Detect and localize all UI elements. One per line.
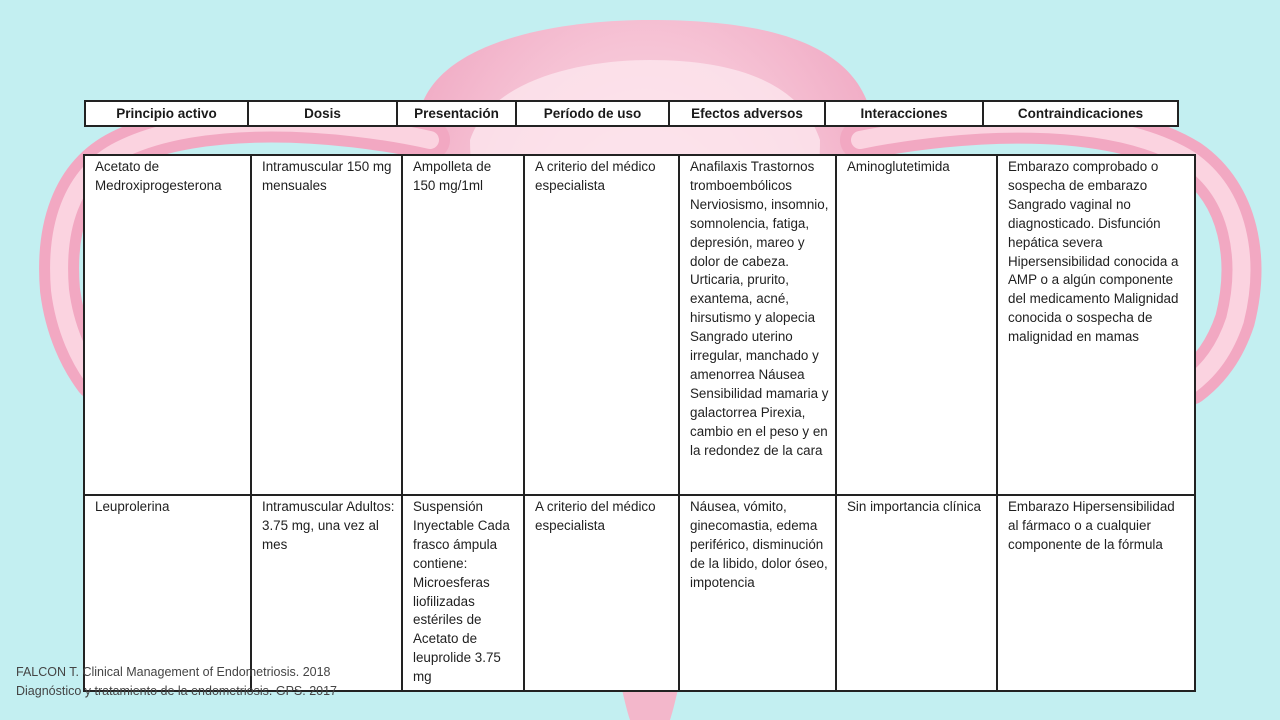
- drug-table: [83, 154, 1196, 692]
- cell-interacciones: Sin importancia clínica: [837, 496, 998, 690]
- cell-dosis: Intramuscular Adultos: 3.75 mg, una vez al mes: [252, 496, 403, 690]
- header-presentacion: Presentación: [398, 102, 517, 125]
- header-efectos-adversos: Efectos adversos: [670, 102, 826, 125]
- table-header: [84, 100, 1179, 127]
- cell-interacciones: Aminoglutetimida: [837, 156, 998, 494]
- cell-efectos-adversos: Anafilaxis Trastornos tromboembólicos Nerviosismo, insomnio, somnolencia, fatiga, depresión, mareo y dolor de cabeza. Urticaria, prurito, exantema, acné, hirsutismo y alopecia Sangrado uterino irregular, manchado y amenorrea Náusea Sensibilidad mamaria y galactorrea Pirexia, cambio en el peso y en la redondez de la cara: [680, 156, 837, 494]
- header-principio-activo: Principio activo: [86, 102, 249, 125]
- cell-efectos-adversos: Náusea, vómito, ginecomastia, edema periférico, disminución de la libido, dolor óseo, impotencia: [680, 496, 837, 690]
- cell-presentacion: Suspensión Inyectable Cada frasco ámpula contiene: Microesferas liofilizadas estériles de Acetato de leuprolide 3.75 mg: [403, 496, 525, 690]
- cell-contraindicaciones: Embarazo Hipersensibilidad al fármaco o a cualquier componente de la fórmula: [1008, 499, 1175, 552]
- header-interacciones: Interacciones: [826, 102, 984, 125]
- table-row: [85, 496, 1194, 690]
- references-footer: [16, 663, 337, 701]
- cell-periodo-de-uso: A criterio del médico especialista: [525, 156, 680, 494]
- cell-presentacion: Ampolleta de 150 mg/1ml: [403, 156, 525, 494]
- cell-principio-activo: Leuprolerina: [85, 496, 252, 690]
- reference-line: Diagnóstico y tratamiento de la endometriosis. GPS. 2017: [16, 684, 338, 698]
- cell-dosis: Intramuscular 150 mg mensuales: [252, 156, 403, 494]
- header-contraindicaciones: Contraindicaciones: [1017, 106, 1144, 121]
- reference-line: FALCON T. Clinical Management of Endometriosis. 2018: [16, 665, 331, 679]
- cell-periodo-de-uso: A criterio del médico especialista: [525, 496, 680, 690]
- header-periodo-de-uso: Período de uso: [517, 102, 670, 125]
- cell-contraindicaciones: Embarazo comprobado o sospecha de embarazo Sangrado vaginal no diagnosticado. Disfunción hepática severa Hipersensibilidad conocida a AMP o a algún componente del medicamento Malignidad conocida o sospecha de malignidad en mamas: [1008, 159, 1179, 345]
- table-row: [85, 156, 1194, 496]
- header-dosis: Dosis: [249, 102, 398, 125]
- cell-principio-activo: Acetato de Medroxiprogesterona: [85, 156, 252, 494]
